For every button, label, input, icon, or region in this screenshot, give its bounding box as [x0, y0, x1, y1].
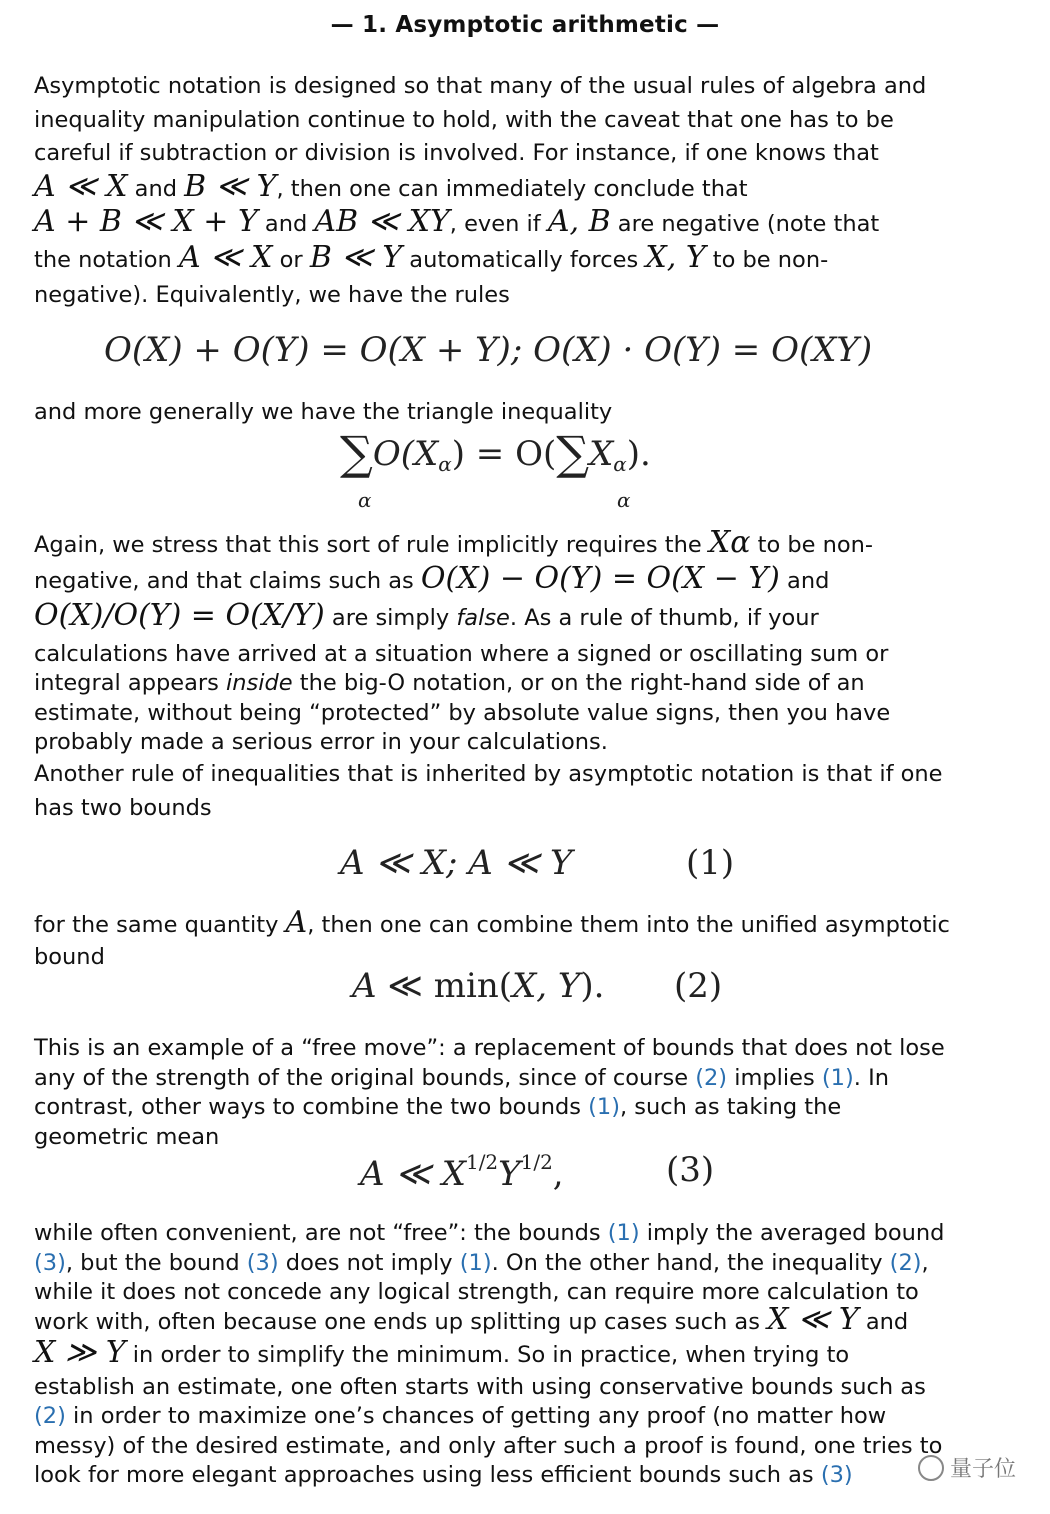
- equation-link-3[interactable]: (3): [820, 1462, 853, 1488]
- equation-2: A ≪ min(X, Y).: [352, 966, 605, 1006]
- text-line: bound: [34, 943, 105, 970]
- equation-1: A ≪ X; A ≪ Y: [340, 843, 573, 883]
- equation-number-2: (2): [674, 966, 723, 1006]
- text-line: while it does not concede any logical strength, can require more calculation to: [34, 1279, 919, 1305]
- equation-triangle: $\sum O(X_\alpha) = O(\sum X_\alpha)$.: [340, 426, 651, 480]
- math-inline: A + B ≪ X + Y: [34, 204, 258, 239]
- text-line: A + B ≪ X + Y and AB ≪ XY, even if A, B are negative (note that: [34, 204, 880, 239]
- sum-symbol: ∑: [556, 426, 590, 480]
- text-line: This is an example of a “free move”: a replacement of bounds that does not lose: [34, 1035, 945, 1061]
- text-line: calculations have arrived at a situation where a signed or oscillating sum or: [34, 640, 889, 667]
- math-inline: X, Y: [645, 239, 706, 275]
- math-inline: A ≪ X: [34, 168, 128, 204]
- math-inline: B ≪ Y: [184, 168, 277, 204]
- paragraph-tradeoff: [34, 1219, 1034, 1491]
- text-line: (2) in order to maximize one’s chances of getting any proof (no matter how: [34, 1403, 887, 1429]
- text-line: has two bounds: [34, 795, 212, 821]
- sum-symbol: ∑: [340, 426, 373, 480]
- math-inline: AB ≪ XY: [314, 204, 450, 239]
- text-line: for the same quantity A, then one can combine them into the unified asymptotic: [34, 905, 950, 940]
- text-line: careful if subtraction or division is involved. For instance, if one knows that: [34, 140, 879, 166]
- math-inline: O(X)/O(Y) = O(X/Y): [34, 598, 325, 633]
- text-line: Another rule of inequalities that is inherited by asymptotic notation is that if one: [34, 760, 943, 787]
- equation-link-2[interactable]: (2): [695, 1064, 728, 1091]
- sum-index: α: [358, 488, 372, 512]
- text-line: while often convenient, are not “free”: the bounds (1) imply the averaged bound: [34, 1220, 945, 1246]
- equation-link-1[interactable]: (1): [588, 1094, 620, 1120]
- math-inline: A: [285, 905, 308, 940]
- sum-index: α: [617, 488, 631, 512]
- text-line: and more generally we have the triangle inequality: [34, 399, 613, 425]
- text-line: look for more elegant approaches using less efficient bounds such as (3): [34, 1462, 853, 1488]
- math-inline: X ≪ Y: [767, 1301, 859, 1337]
- text-line: any of the strength of the original bounds, since of course (2) implies (1). In: [34, 1064, 889, 1091]
- equation-number-3: (3): [666, 1150, 715, 1190]
- math-inline: A ≪ X: [178, 239, 273, 275]
- watermark-text: 量子位: [949, 1457, 1016, 1482]
- text-line: the notation A ≪ X or B ≪ Y automatically forces X, Y to be non-: [34, 239, 829, 275]
- math-inline: O(X) − O(Y) = O(X − Y): [420, 560, 780, 596]
- text-line: negative, and that claims such as O(X) − O(Y) = O(X − Y) and: [34, 560, 830, 596]
- text-line: A ≪ X and B ≪ Y, then one can immediately conclude that: [34, 168, 748, 204]
- section-title: — 1. Asymptotic arithmetic —: [330, 12, 720, 38]
- watermark-logo-icon: [918, 1455, 944, 1481]
- math-inline: B ≪ Y: [309, 239, 403, 275]
- text-line: probably made a serious error in your calculations.: [34, 729, 608, 755]
- equation-link-1[interactable]: (1): [459, 1249, 492, 1276]
- paragraph-intro: [34, 72, 1034, 311]
- equation-link-1[interactable]: (1): [821, 1064, 854, 1091]
- equation-number-1: (1): [686, 843, 735, 883]
- watermark: [918, 1452, 1016, 1483]
- text-line: messy) of the desired estimate, and only after such a proof is found, one tries to: [34, 1432, 943, 1459]
- text-line: integral appears inside the big-O notation, or on the right-hand side of an: [34, 670, 865, 696]
- equation-link-3[interactable]: (3): [34, 1249, 66, 1276]
- text-line: geometric mean: [34, 1123, 220, 1150]
- text-line: estimate, without being “protected” by absolute value signs, then you have: [34, 699, 891, 726]
- equation-link-2[interactable]: (2): [889, 1249, 922, 1276]
- text-line: contrast, other ways to combine the two bounds (1), such as taking the: [34, 1094, 842, 1120]
- text-line: Again, we stress that this sort of rule implicitly requires the Xα to be non-: [34, 525, 874, 560]
- equation-link-2[interactable]: (2): [34, 1403, 66, 1429]
- text-line: (3), but the bound (3) does not imply (1). On the other hand, the inequality (2),: [34, 1249, 929, 1276]
- math-inline: X ≫ Y: [34, 1335, 126, 1370]
- text-line: establish an estimate, one often starts with using conservative bounds such as: [34, 1373, 926, 1400]
- math-inline: A, B: [547, 204, 611, 239]
- text-line: Asymptotic notation is designed so that many of the usual rules of algebra and: [34, 73, 927, 99]
- text-line: negative). Equivalently, we have the rules: [34, 282, 510, 308]
- paragraph-triangle-intro: [34, 398, 1034, 428]
- paragraph-caution: [34, 525, 1034, 824]
- math-inline: Xα: [708, 525, 751, 560]
- equation-link-3[interactable]: (3): [246, 1249, 279, 1276]
- text-line: work with, often because one ends up splitting up cases such as X ≪ Y and: [34, 1301, 909, 1337]
- equation-3: A ≪ $X^{1/2}Y^{1/2}$,: [360, 1150, 564, 1194]
- text-line: inequality manipulation continue to hold, with the caveat that one has to be: [34, 106, 894, 133]
- text-line: X ≫ Y in order to simplify the minimum. So in practice, when trying to: [34, 1335, 850, 1370]
- equation-link-1[interactable]: (1): [607, 1220, 640, 1246]
- paragraph-combine: [34, 905, 1034, 972]
- paragraph-free-move: [34, 1034, 1034, 1152]
- equation-rules: O(X) + O(Y) = O(X + Y); O(X) · O(Y) = O(XY): [104, 330, 873, 370]
- text-line: O(X)/O(Y) = O(X/Y) are simply false. As a rule of thumb, if your: [34, 598, 819, 633]
